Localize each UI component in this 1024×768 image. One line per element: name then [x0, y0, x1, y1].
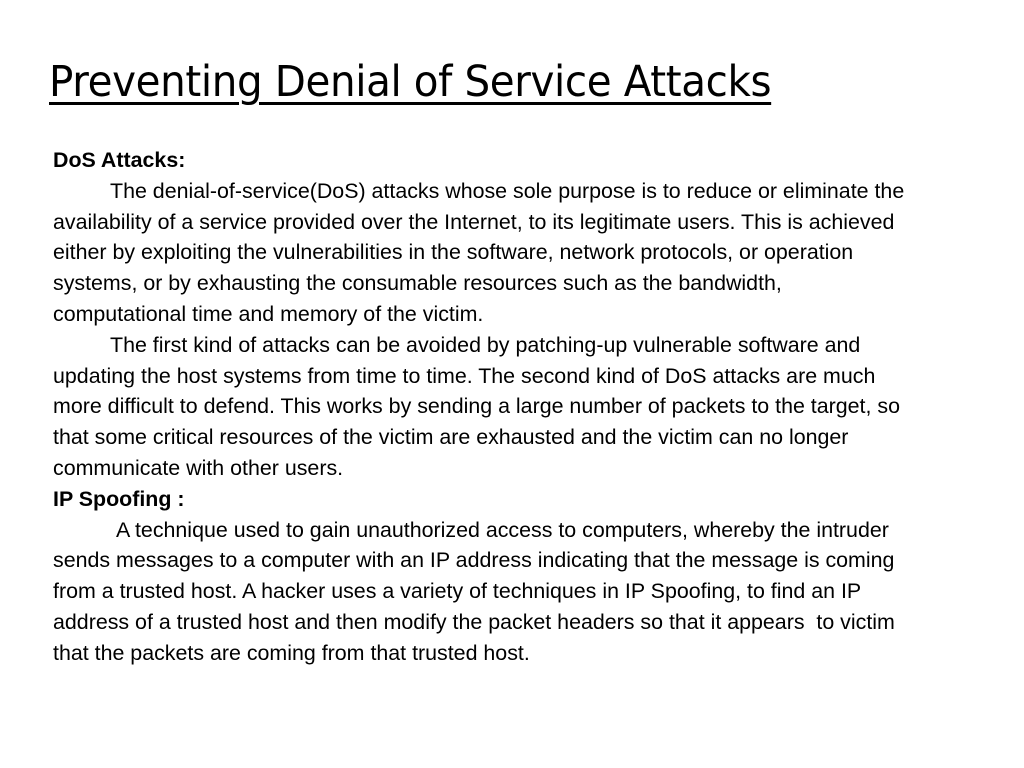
slide-title: Preventing Denial of Service Attacks: [49, 57, 772, 107]
paragraph-dos-definition: The denial-of-service(DoS) attacks whose sole purpose is to reduce or eliminate the availability of a service provided over the Internet, to its legitimate users. This is achieved either by exploiting the vulnerabilities in the software, network protocols, or operation systems, or by exhausting the consumable resources such as the bandwidth, computational time and memory of the victim.: [53, 178, 911, 326]
section-ip-spoofing: [53, 484, 913, 669]
section-heading-ip-spoofing: IP Spoofing :: [53, 486, 185, 511]
section-heading-dos-attacks: DoS Attacks:: [53, 148, 186, 172]
paragraph-ip-spoofing-definition: A technique used to gain unauthorized access to computers, whereby the intruder sends messages to a computer with an IP address indicating that the message is coming from a trusted host. A hacker uses a variety of techniques in IP Spoofing, to find an IP address of a trusted host and then modify the packet headers so that it appears to victim that the packets are coming from that trusted host.: [53, 517, 901, 665]
section-dos-attacks: [53, 145, 913, 484]
paragraph-dos-defense: The first kind of attacks can be avoided by patching-up vulnerable software and updating the host systems from time to time. The second kind of DoS attacks are much more difficult to defend. This works by sending a large number of packets to the target, so that some critical resources of the victim are exhausted and the victim can no longer communicate with other users.: [53, 332, 906, 480]
slide-body: [53, 145, 913, 669]
